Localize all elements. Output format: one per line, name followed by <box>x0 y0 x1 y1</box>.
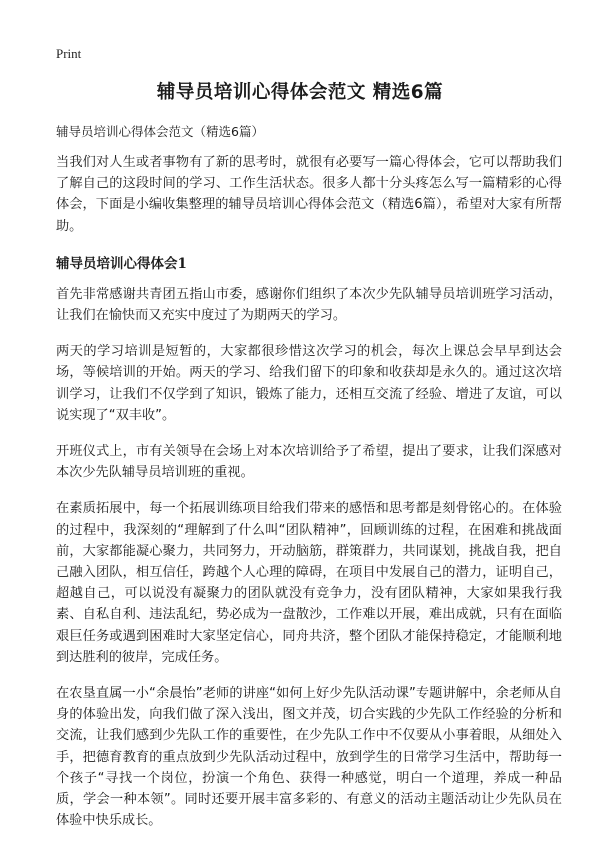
body-paragraph: 两天的学习培训是短暂的，大家都很珍惜这次学习的机会，每次上课总会早早到达会场，等候培训的开始。两天的学习、给我们留下的印象和收获却是永久的。通过这次培训学习，让我们不仅学到了知识，锻炼了能力，还相互交流了经验、增进了友谊，可以说实现了“双丰收”。 <box>56 344 562 423</box>
intro-paragraph: 当我们对人生或者事物有了新的思考时，就很有必要写一篇心得体会，它可以帮助我们了解自己的这段时间的学习、工作生活状态。很多人都十分头疼怎么写一篇精彩的心得体会，下面是小编收集整理的辅导员培训心得体会范文（精选6篇），希望对大家有所帮助。 <box>56 155 562 234</box>
print-link[interactable]: Print <box>56 46 82 61</box>
article-body <box>56 152 562 846</box>
section-heading: 辅导员培训心得体会1 <box>56 255 187 272</box>
body-paragraph: 开班仪式上，市有关领导在会场上对本次培训给予了希望，提出了要求，让我们深感对本次少先队辅导员培训班的重视。 <box>56 444 562 481</box>
body-paragraph: 在农垦直属一小“余晨怡”老师的讲座“如何上好少先队活动课”专题讲解中，余老师从自身的体验出发，向我们做了深入浅出，图文并茂，切合实践的少先队工作经验的分析和交流，让我们感到少先队工作的重要性，在少先队工作中不仅要从小事着眼，从细处入手，把德育教育的重点放到少先队活动过程中，放到学生的日常学习生活中，帮助每一个孩子“寻找一个岗位，扮演一个角色、获得一种感觉，明白一个道理，养成一种品质，学会一种本领”。同时还要开展丰富多彩的、有意义的活动主题活动让少先队员在体验中快乐成长。 <box>56 686 562 829</box>
body-paragraph: 首先非常感谢共青团五指山市委，感谢你们组织了本次少先队辅导员培训班学习活动，让我们在愉快而又充实中度过了为期两天的学习。 <box>56 286 562 324</box>
page-title: 辅导员培训心得体会范文 精选6篇 <box>156 82 444 103</box>
body-paragraph: 在素质拓展中，每一个拓展训练项目给我们带来的感悟和思考都是刻骨铭心的。在体验的过程中，我深刻的“理解到了什么叫“团队精神”，回顾训练的过程，在困难和挑战面前，大家都能凝心聚力，共同努力，开动脑筋，群策群力，共同谋划，挑战自我，把自己融入团队，相互信任，跨越个人心理的障碍，在项目中发展自己的潜力，证明自己，超越自己，可以说没有凝聚力的团队就没有竞争力，没有团队精神，大家如果我行我素、自私自利、违法乱纪，势必成为一盘散沙，工作难以开展，难出成就，只有在面临艰巨任务或遇到困难时大家坚定信心，同舟共济，整个团队才能保持稳定，才能顺利地到达胜利的彼岸，完成任务。 <box>56 501 562 665</box>
page-subtitle: 辅导员培训心得体会范文（精选6篇） <box>56 124 264 139</box>
